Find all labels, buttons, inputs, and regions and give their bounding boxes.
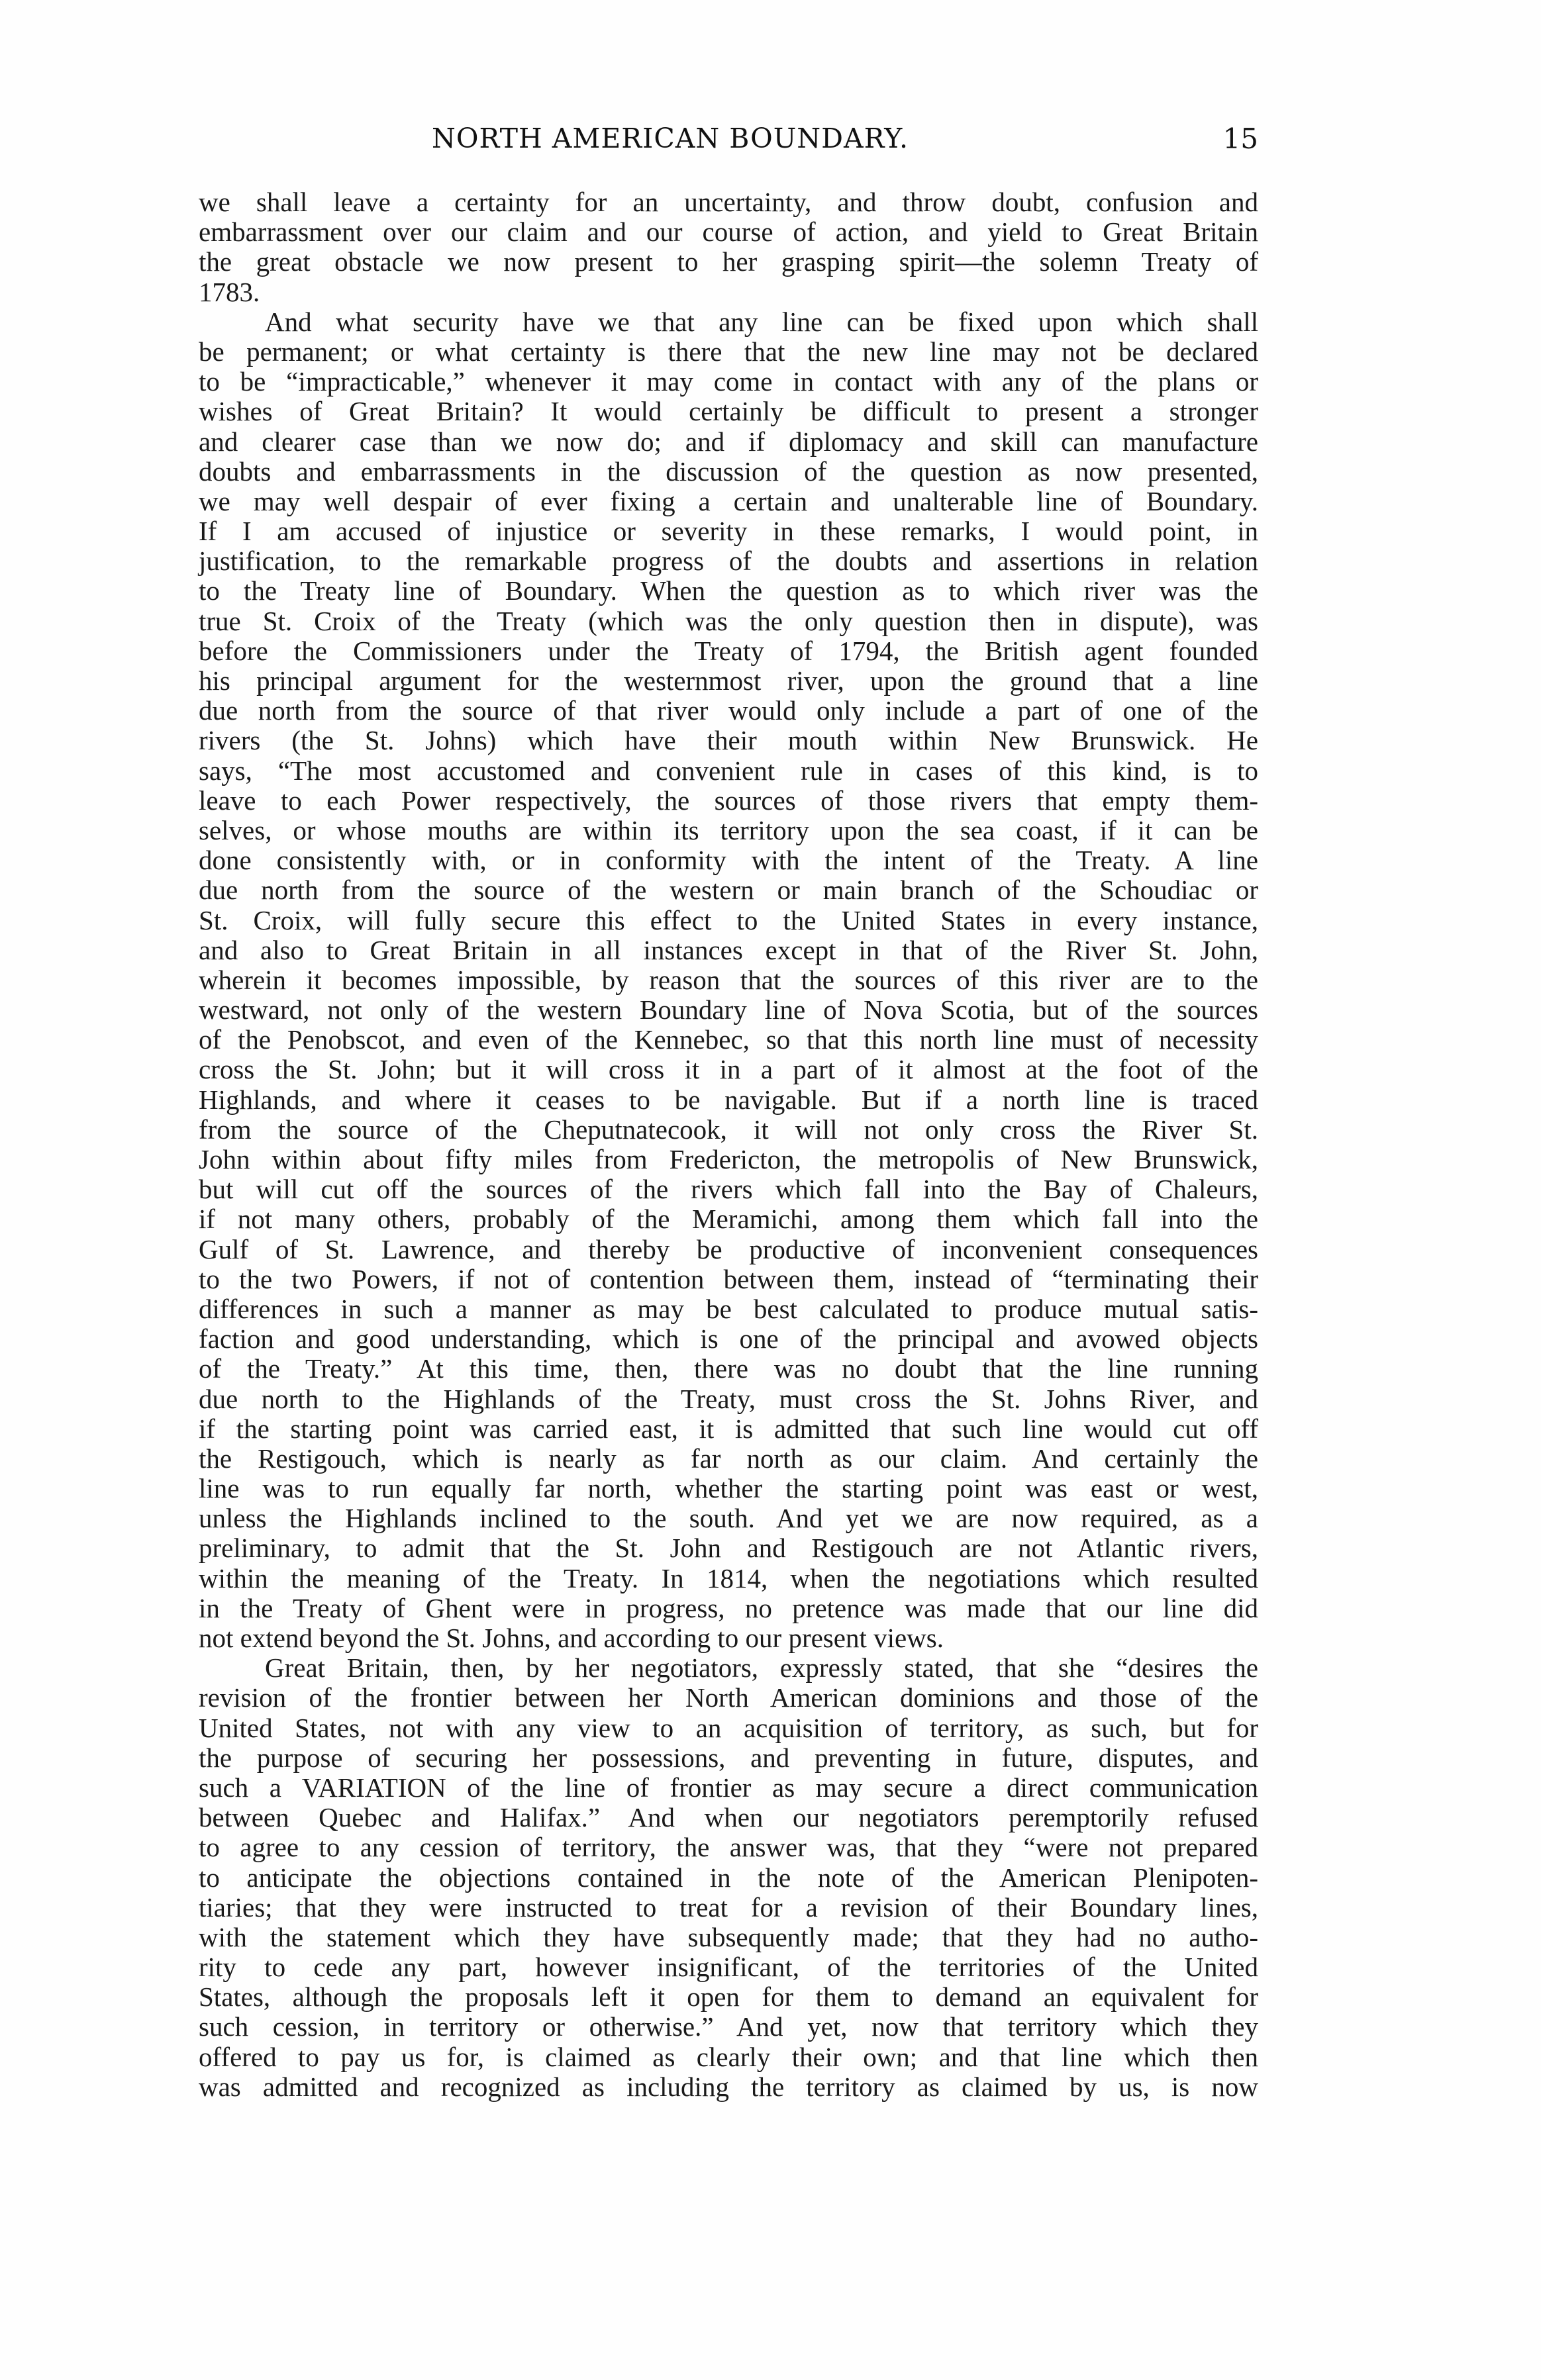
text-line: done consistently with, or in conformity with the intent of the Treaty. A line xyxy=(199,845,1258,876)
text-line: rivers (the St. Johns) which have their mouth within New Brunswick. He xyxy=(199,725,1258,756)
text-line: St. Croix, will fully secure this effect to the United States in every instance, xyxy=(199,904,1258,935)
text-line: leave to each Power respectively, the sources of those rivers that empty them- xyxy=(199,785,1258,816)
text-line: such a VARIATION of the line of frontier as may secure a direct communication xyxy=(199,1772,1258,1803)
running-head xyxy=(199,122,1258,169)
text-line: If I am accused of injustice or severity in these remarks, I would point, in xyxy=(199,516,1258,547)
text-line: of the Treaty.” At this time, then, there was no doubt that the line running xyxy=(199,1353,1258,1384)
text-line: be permanent; or what certainty is there that the new line may not be declared xyxy=(199,336,1258,367)
text-line: 1783. xyxy=(199,276,260,307)
text-line: unless the Highlands inclined to the south. And yet we are now required, as a xyxy=(199,1503,1258,1534)
text-line: to anticipate the objections contained in the note of the American Plenipoten- xyxy=(199,1862,1258,1893)
running-title: NORTH AMERICAN BOUNDARY. xyxy=(432,122,909,154)
text-line: line was to run equally far north, whether the starting point was east or west, xyxy=(199,1473,1258,1504)
text-line: of the Penobscot, and even of the Kennebec, so that this north line must of necessity xyxy=(199,1024,1258,1055)
text-line: if not many others, probably of the Meramichi, among them which fall into the xyxy=(199,1204,1258,1235)
text-line: selves, or whose mouths are within its territory upon the sea coast, if it can be xyxy=(199,814,1258,845)
text-line: we shall leave a certainty for an uncertainty, and throw doubt, confusion and xyxy=(199,187,1258,217)
text-line: United States, not with any view to an acquisition of territory, as such, but for xyxy=(199,1712,1258,1743)
text-line: to the two Powers, if not of contention between them, instead of “terminating their xyxy=(199,1263,1258,1294)
text-line: between Quebec and Halifax.” And when our negotiators peremptorily refused xyxy=(199,1802,1258,1833)
text-line: revision of the frontier between her North American dominions and those of the xyxy=(199,1682,1258,1713)
text-line: States, although the proposals left it open for them to demand an equivalent for xyxy=(199,1981,1258,2013)
text-line: wishes of Great Britain? It would certainly be difficult to present a stronger xyxy=(199,396,1258,427)
text-line: his principal argument for the westernmost river, upon the ground that a line xyxy=(199,665,1258,696)
text-line: wherein it becomes impossible, by reason that the sources of this river are to the xyxy=(199,964,1258,995)
text-line: rity to cede any part, however insignificant, of the territories of the United xyxy=(199,1952,1258,1983)
text-line: And what security have we that any line can be fixed upon which shall xyxy=(265,306,1258,337)
text-line: to be “impracticable,” whenever it may come in contact with any of the plans or xyxy=(199,366,1258,397)
text-line: preliminary, to admit that the St. John and Restigouch are not Atlantic rivers, xyxy=(199,1533,1258,1564)
text-line: westward, not only of the western Boundary line of Nova Scotia, but of the sources xyxy=(199,994,1258,1025)
text-line: and also to Great Britain in all instances except in that of the River St. John, xyxy=(199,934,1258,965)
text-line: and clearer case than we now do; and if diplomacy and skill can manufacture xyxy=(199,426,1258,457)
text-line: the purpose of securing her possessions, and preventing in future, disputes, and xyxy=(199,1742,1258,1773)
text-line: differences in such a manner as may be best calculated to produce mutual satis- xyxy=(199,1293,1258,1324)
text-line: was admitted and recognized as including the territory as claimed by us, is now xyxy=(199,2071,1258,2102)
text-line: before the Commissioners under the Treaty of 1794, the British agent founded xyxy=(199,635,1258,666)
text-line: in the Treaty of Ghent were in progress, no pretence was made that our line did xyxy=(199,1592,1258,1623)
text-line: offered to pay us for, is claimed as clearly their own; and that line which then xyxy=(199,2041,1258,2072)
text-line: within the meaning of the Treaty. In 1814, when the negotiations which resulted xyxy=(199,1562,1258,1594)
text-line: such cession, in territory or otherwise.” And yet, now that territory which they xyxy=(199,2011,1258,2042)
text-line: to the Treaty line of Boundary. When the question as to which river was the xyxy=(199,575,1258,606)
text-line: John within about fifty miles from Fredericton, the metropolis of New Brunswick, xyxy=(199,1144,1258,1174)
text-line: doubts and embarrassments in the discussion of the question as now presented, xyxy=(199,455,1258,487)
text-line: from the source of the Cheputnatecook, it will not only cross the River St. xyxy=(199,1114,1258,1145)
text-line: the Restigouch, which is nearly as far north as our claim. And certainly the xyxy=(199,1443,1258,1474)
text-line: justification, to the remarkable progress of the doubts and assertions in relation xyxy=(199,546,1258,577)
text-line: Gulf of St. Lawrence, and thereby be productive of inconvenient consequences xyxy=(199,1233,1258,1264)
text-line: to agree to any cession of territory, the answer was, that they “were not prepared xyxy=(199,1832,1258,1863)
text-line: the great obstacle we now present to her grasping spirit—the solemn Treaty of xyxy=(199,246,1258,277)
text-line: Highlands, and where it ceases to be navigable. But if a north line is traced xyxy=(199,1084,1258,1115)
text-line: embarrassment over our claim and our course of action, and yield to Great Britain xyxy=(199,216,1258,248)
text-line: says, “The most accustomed and convenient rule in cases of this kind, is to xyxy=(199,755,1258,786)
text-line: due north from the source of that river would only include a part of one of the xyxy=(199,695,1258,726)
text-line: not extend beyond the St. Johns, and according to our present views. xyxy=(199,1623,944,1653)
text-line: Great Britain, then, by her negotiators, expressly stated, that she “desires the xyxy=(265,1652,1258,1684)
text-line: but will cut off the sources of the rivers which fall into the Bay of Chaleurs, xyxy=(199,1174,1258,1205)
text-line: faction and good understanding, which is one of the principal and avowed objects xyxy=(199,1323,1258,1355)
text-line: tiaries; that they were instructed to treat for a revision of their Boundary lines, xyxy=(199,1891,1258,1923)
text-line: cross the St. John; but it will cross it in a part of it almost at the foot of the xyxy=(199,1054,1258,1085)
text-line: due north from the source of the western or main branch of the Schoudiac or xyxy=(199,875,1258,906)
text-line: we may well despair of ever fixing a certain and unalterable line of Boundary. xyxy=(199,485,1258,516)
text-line: with the statement which they have subsequently made; that they had no autho- xyxy=(199,1921,1258,1952)
text-line: true St. Croix of the Treaty (which was the only question then in dispute), was xyxy=(199,605,1258,636)
text-line: due north to the Highlands of the Treaty, must cross the St. Johns River, and xyxy=(199,1383,1258,1414)
body-text xyxy=(199,187,1258,2102)
page-number: 15 xyxy=(1222,122,1258,155)
text-line: if the starting point was carried east, it is admitted that such line would cut off xyxy=(199,1413,1258,1444)
